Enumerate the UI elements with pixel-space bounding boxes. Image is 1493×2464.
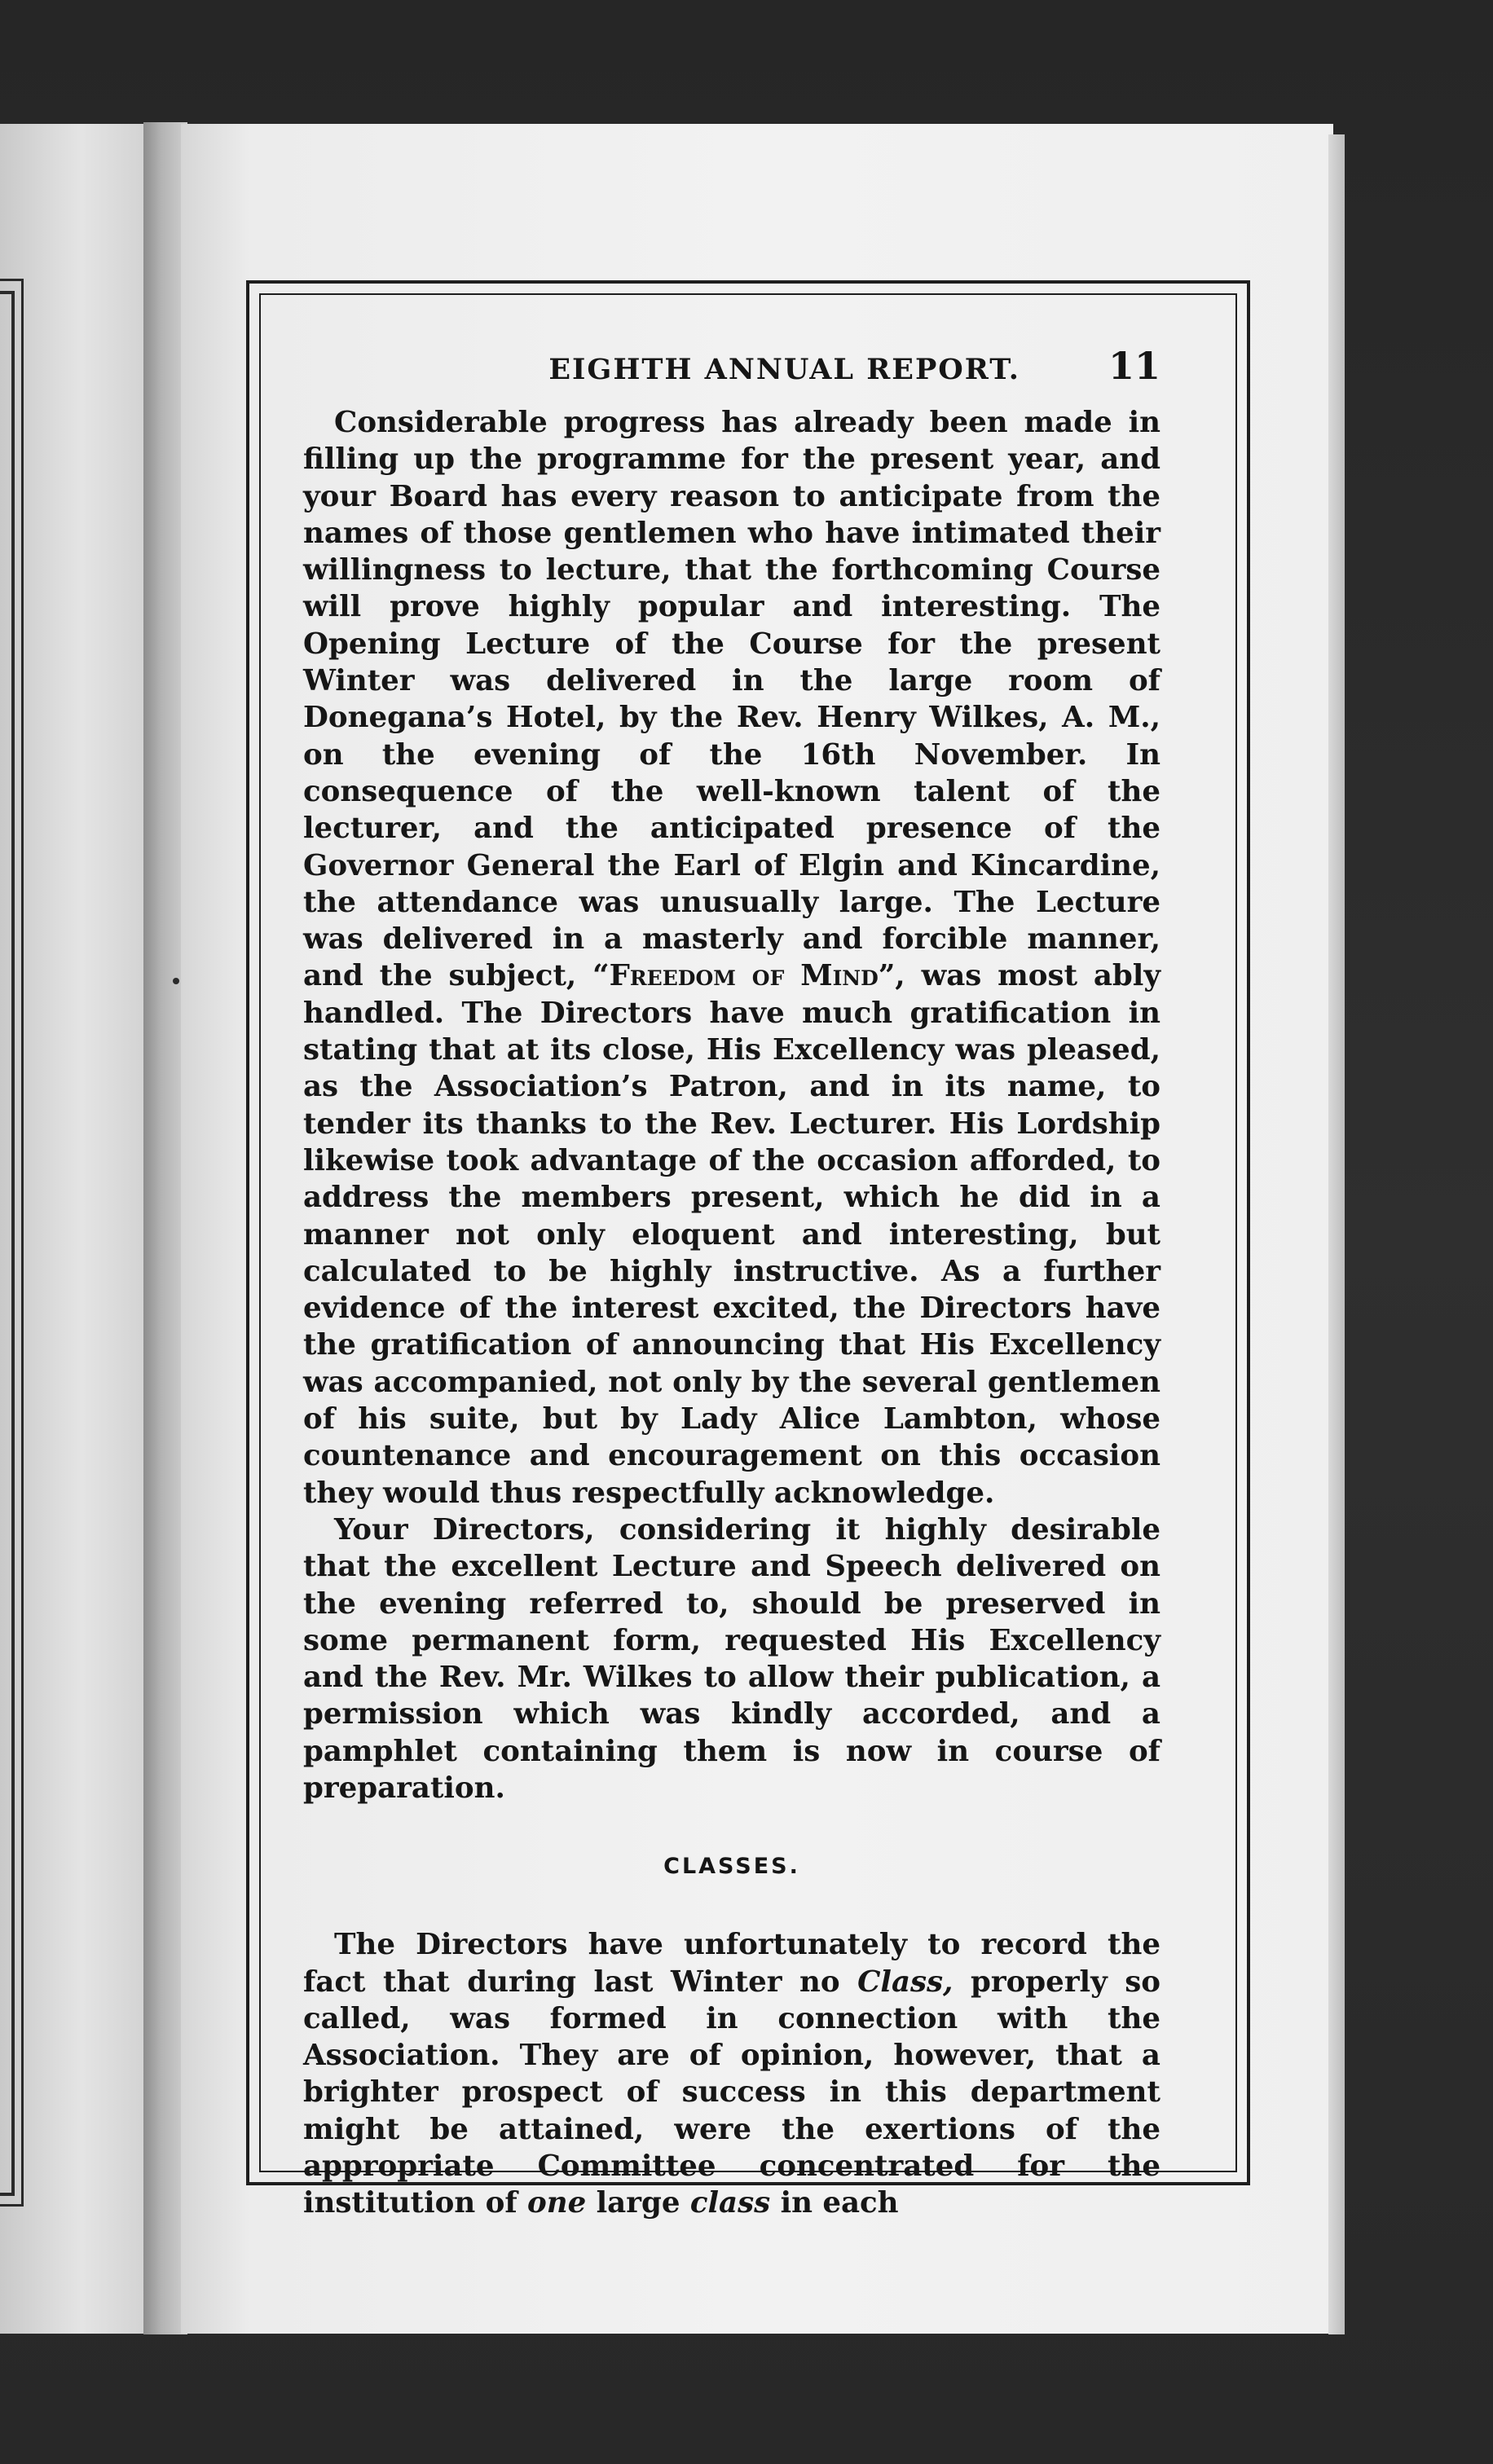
running-header [303,344,1160,398]
paragraph-classes [303,1926,1160,2221]
page-edge [1328,134,1345,2334]
left-page-border-inner [0,291,15,2196]
paragraph-lectures-text-cont: was most ably handled. The Directors have much gratification in stating that at its close, His Excellency was pleased, as the Association’s Patron, and in its name, to tender its thanks to the Rev. Lecturer. His Lordship likewise took advantage of the occasion afforded, to address the members present, which he did in a manner not only eloquent and interesting, but calculated to be highly instructive. As a further evidence of the interest excited, the Directors have the gratification of announcing that His Excellency was accompanied, not only by the several gentlemen of his suite, but by Lady Alice Lambton, whose countenance and encouragement on this occasion they would thus respectfully acknowledge. [303,959,1160,1510]
emphasis-one: one [527,2186,587,2220]
paragraph-lectures-text: Considerable progress has already been made in filling up the programme for the present year, and your Board has every reason to anticipate from the names of those gentlemen who have intimated their willingness to lecture, that the forthcoming Course will prove highly popular and interesting. The Opening Lecture of the Course for the present Winter was delivered in the large room of Donegana’s Hotel, by the Rev. Henry Wilkes, A. M., on the evening of the 16th November. In consequence of the well-known talent of the lecturer, and the anticipated presence of the Governor General the Earl of Elgin and Kincardine, the attendance was unusually large. The Lecture was delivered in a masterly and forcible manner, and the subject, [303,406,1160,993]
paragraph-classes-text: The Directors have unfortunately to record the fact that during last Winter no [303,1928,1160,1999]
running-title: EIGHTH ANNUAL REPORT. [548,353,1020,386]
paragraph-classes-text-b: properly so called, was formed in connection with the Association. They are of opinion, however, that a brighter prospect of success in this department might be attained, were the exertions of the appropriate Committee concentrated for the institution of [303,1965,1161,2220]
paragraph-publication-text: Your Directors, considering it highly desirable that the excellent Lecture and Speech delivered on the evening referred to, should be preserved in some permanent form, requested His Excellency and the Rev. Mr. Wilkes to allow their publication, a permission which was kindly accorded, and a pamphlet containing them is now in course of preparation. [303,1512,1160,1805]
page-number: 11 [1108,344,1160,388]
section-heading-classes: CLASSES. [663,1854,800,1880]
paragraph-publication [303,1511,1160,1806]
paragraph-classes-text-d: in each [780,2186,899,2220]
facing-page-left [0,124,148,2334]
paragraph-classes-text-c: large [596,2186,680,2220]
emphasis-class: Class, [857,1965,953,1999]
margin-mark [173,978,179,984]
lecture-subject: “Freedom of Mind”, [592,959,905,993]
emphasis-class-2: class [689,2186,771,2220]
paragraph-lectures [303,404,1160,1511]
page-content [303,344,1160,2222]
